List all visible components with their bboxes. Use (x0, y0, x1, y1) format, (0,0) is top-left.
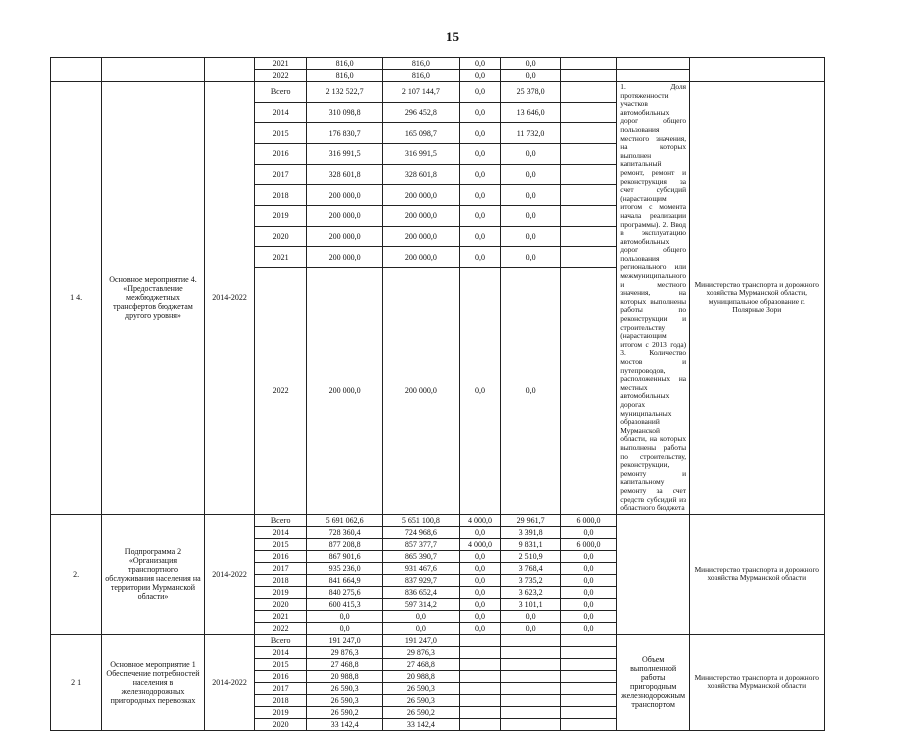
federal-cell: 0,0 (459, 598, 501, 610)
other-cell (560, 70, 616, 82)
total-cell: 935 236,0 (306, 562, 382, 574)
federal-cell: 0,0 (459, 58, 501, 70)
local-cell: 0,0 (501, 58, 560, 70)
other-cell (560, 247, 616, 268)
local-cell: 0,0 (501, 164, 560, 185)
regional-cell: 816,0 (383, 58, 459, 70)
local-cell: 25 378,0 (501, 82, 560, 103)
year-cell: 2017 (255, 562, 306, 574)
regional-cell: 33 142,4 (383, 718, 459, 730)
federal-cell: 0,0 (459, 586, 501, 598)
total-cell: 26 590,2 (306, 706, 382, 718)
total-cell: 200 000,0 (306, 268, 382, 515)
table-row (51, 58, 905, 70)
federal-cell: 0,0 (459, 574, 501, 586)
other-cell: 0,0 (560, 526, 616, 538)
federal-cell: 0,0 (459, 247, 501, 268)
year-cell: 2020 (255, 226, 306, 247)
regional-cell: 836 652,4 (383, 586, 459, 598)
regional-cell: 191 247,0 (383, 634, 459, 646)
regional-cell: 0,0 (383, 622, 459, 634)
federal-cell: 0,0 (459, 144, 501, 165)
local-cell: 13 646,0 (501, 102, 560, 123)
local-cell: 0,0 (501, 144, 560, 165)
table-body (51, 58, 905, 731)
local-cell: 3 391,8 (501, 526, 560, 538)
total-cell: 200 000,0 (306, 185, 382, 206)
year-cell: Всего (255, 82, 306, 103)
local-cell (501, 682, 560, 694)
federal-cell: 4 000,0 (459, 514, 501, 526)
total-cell: 316 991,5 (306, 144, 382, 165)
federal-cell: 0,0 (459, 562, 501, 574)
local-cell (501, 670, 560, 682)
year-cell: 2015 (255, 658, 306, 670)
name-cell: Подпрограмма 2 «Организация транспортного обслуживания населения на территории Мурманской области» (102, 514, 204, 634)
year-cell: 2016 (255, 550, 306, 562)
local-cell (501, 646, 560, 658)
federal-cell (459, 670, 501, 682)
federal-cell: 0,0 (459, 526, 501, 538)
other-cell (560, 634, 616, 646)
year-cell: 2014 (255, 102, 306, 123)
period-cell: 2014-2022 (204, 634, 255, 730)
name-cell: Основное мероприятие 1 Обеспечение потребностей населения в железнодорожных пригородных перевозках (102, 634, 204, 730)
indicator-cell: 1. Доля протяженности участков автомобильных дорог общего пользования местного значения, на которых выполнен капитальный ремонт, ремонт и реконструкция за счет субсидий (нарастающим итогом с момента начала реализации программы). 2. Ввод в эксплуатацию автомобильных дорог общего пользования регионального или межмуниципального и местного значения, на которых выполнены работы по реконструкции и строительству (нарастающим итогом с 2013 года) 3. Количество мостов и путепроводов, расположенных на местных автомобильных дорогах муниципальных образований Мурманской области, на которых выполнены работы по строительству, реконструкции, ремонту и капитальному ремонту за счет средств субсидий из областного бюджета (617, 82, 690, 515)
federal-cell: 0,0 (459, 550, 501, 562)
indicator-cell (617, 58, 690, 70)
federal-cell (459, 658, 501, 670)
regional-cell: 865 390,7 (383, 550, 459, 562)
federal-cell: 0,0 (459, 268, 501, 515)
regional-cell: 296 452,8 (383, 102, 459, 123)
table-row (51, 82, 905, 103)
other-cell (560, 58, 616, 70)
year-cell: 2021 (255, 610, 306, 622)
federal-cell (459, 718, 501, 730)
total-cell: 5 691 062,6 (306, 514, 382, 526)
local-cell: 0,0 (501, 70, 560, 82)
regional-cell: 837 929,7 (383, 574, 459, 586)
local-cell: 3 623,2 (501, 586, 560, 598)
year-cell: Всего (255, 634, 306, 646)
other-cell (560, 206, 616, 227)
other-cell: 0,0 (560, 574, 616, 586)
regional-cell: 328 601,8 (383, 164, 459, 185)
federal-cell (459, 646, 501, 658)
regional-cell: 26 590,3 (383, 682, 459, 694)
num-cell: 1 4. (51, 82, 102, 515)
year-cell: 2016 (255, 144, 306, 165)
other-cell: 6 000,0 (560, 538, 616, 550)
federal-cell (459, 682, 501, 694)
total-cell: 200 000,0 (306, 206, 382, 227)
other-cell: 0,0 (560, 622, 616, 634)
federal-cell: 0,0 (459, 70, 501, 82)
year-cell: 2017 (255, 164, 306, 185)
local-cell (501, 634, 560, 646)
regional-cell: 857 377,7 (383, 538, 459, 550)
federal-cell: 0,0 (459, 185, 501, 206)
year-cell: 2019 (255, 706, 306, 718)
regional-cell: 0,0 (383, 610, 459, 622)
other-cell (560, 164, 616, 185)
num-cell (51, 58, 102, 82)
federal-cell: 0,0 (459, 622, 501, 634)
local-cell: 0,0 (501, 622, 560, 634)
regional-cell: 200 000,0 (383, 268, 459, 515)
local-cell: 11 732,0 (501, 123, 560, 144)
year-cell: 2015 (255, 538, 306, 550)
executor-cell: Министерство транспорта и дорожного хозяйства Мурманской области (690, 634, 824, 730)
year-cell: 2020 (255, 598, 306, 610)
local-cell (501, 706, 560, 718)
other-cell (560, 226, 616, 247)
period-cell: 2014-2022 (204, 82, 255, 515)
total-cell: 200 000,0 (306, 247, 382, 268)
table-row (51, 514, 905, 526)
federal-cell: 0,0 (459, 82, 501, 103)
local-cell (501, 694, 560, 706)
total-cell: 27 468,8 (306, 658, 382, 670)
total-cell: 877 208,8 (306, 538, 382, 550)
regional-cell: 200 000,0 (383, 185, 459, 206)
year-cell: 2016 (255, 670, 306, 682)
name-cell: Основное мероприятие 4. «Предоставление межбюджетных трансфертов бюджетам другого уровня» (102, 82, 204, 515)
local-cell: 0,0 (501, 610, 560, 622)
year-cell: 2021 (255, 247, 306, 268)
local-cell: 3 735,2 (501, 574, 560, 586)
total-cell: 0,0 (306, 610, 382, 622)
federal-cell: 0,0 (459, 610, 501, 622)
year-cell: 2022 (255, 622, 306, 634)
year-cell: 2018 (255, 574, 306, 586)
regional-cell: 20 988,8 (383, 670, 459, 682)
regional-cell: 816,0 (383, 70, 459, 82)
regional-cell: 597 314,2 (383, 598, 459, 610)
total-cell: 816,0 (306, 70, 382, 82)
regional-cell: 2 107 144,7 (383, 82, 459, 103)
year-cell: Всего (255, 514, 306, 526)
total-cell: 840 275,6 (306, 586, 382, 598)
federal-cell: 4 000,0 (459, 538, 501, 550)
regional-cell: 724 968,6 (383, 526, 459, 538)
year-cell: 2020 (255, 718, 306, 730)
regional-cell: 316 991,5 (383, 144, 459, 165)
other-cell (560, 144, 616, 165)
regional-cell: 200 000,0 (383, 247, 459, 268)
year-cell: 2018 (255, 185, 306, 206)
other-cell: 0,0 (560, 550, 616, 562)
federal-cell (459, 634, 501, 646)
executor-cell: Министерство транспорта и дорожного хозяйства Мурманской области (690, 514, 824, 634)
period-cell: 2014-2022 (204, 514, 255, 634)
total-cell: 33 142,4 (306, 718, 382, 730)
federal-cell: 0,0 (459, 206, 501, 227)
regional-cell: 26 590,3 (383, 694, 459, 706)
local-cell: 2 510,9 (501, 550, 560, 562)
indicator-cell: Объем выполненной работы пригородным железнодорожным транспортом (617, 634, 690, 730)
regional-cell: 200 000,0 (383, 226, 459, 247)
other-cell (560, 123, 616, 144)
indicator-cell (617, 70, 690, 82)
federal-cell: 0,0 (459, 123, 501, 144)
other-cell: 0,0 (560, 562, 616, 574)
total-cell: 867 901,6 (306, 550, 382, 562)
total-cell: 29 876,3 (306, 646, 382, 658)
federal-cell (459, 706, 501, 718)
regional-cell: 5 651 100,8 (383, 514, 459, 526)
executor-cell: Министерство транспорта и дорожного хозяйства Мурманской области, муниципальное образование г. Полярные Зори (690, 82, 824, 515)
other-cell (560, 694, 616, 706)
indicator-cell (617, 514, 690, 634)
year-cell: 2018 (255, 694, 306, 706)
federal-cell (459, 694, 501, 706)
other-cell (560, 646, 616, 658)
local-cell: 0,0 (501, 268, 560, 515)
total-cell: 0,0 (306, 622, 382, 634)
other-cell (560, 670, 616, 682)
table-row (51, 634, 905, 646)
local-cell: 0,0 (501, 226, 560, 247)
total-cell: 328 601,8 (306, 164, 382, 185)
local-cell: 0,0 (501, 247, 560, 268)
other-cell (560, 185, 616, 206)
total-cell: 728 360,4 (306, 526, 382, 538)
other-cell (560, 82, 616, 103)
total-cell: 26 590,3 (306, 694, 382, 706)
year-cell: 2019 (255, 586, 306, 598)
year-cell: 2014 (255, 646, 306, 658)
federal-cell: 0,0 (459, 102, 501, 123)
total-cell: 600 415,3 (306, 598, 382, 610)
regional-cell: 27 468,8 (383, 658, 459, 670)
federal-cell: 0,0 (459, 226, 501, 247)
other-cell (560, 682, 616, 694)
program-table (50, 57, 905, 731)
regional-cell: 29 876,3 (383, 646, 459, 658)
other-cell: 0,0 (560, 610, 616, 622)
federal-cell: 0,0 (459, 164, 501, 185)
regional-cell: 200 000,0 (383, 206, 459, 227)
regional-cell: 26 590,2 (383, 706, 459, 718)
regional-cell: 165 098,7 (383, 123, 459, 144)
year-cell: 2017 (255, 682, 306, 694)
name-cell (102, 58, 204, 82)
total-cell: 191 247,0 (306, 634, 382, 646)
local-cell: 0,0 (501, 206, 560, 227)
other-cell (560, 658, 616, 670)
local-cell: 29 961,7 (501, 514, 560, 526)
total-cell: 2 132 522,7 (306, 82, 382, 103)
local-cell (501, 718, 560, 730)
other-cell (560, 718, 616, 730)
total-cell: 310 098,8 (306, 102, 382, 123)
total-cell: 26 590,3 (306, 682, 382, 694)
other-cell: 6 000,0 (560, 514, 616, 526)
other-cell (560, 706, 616, 718)
num-cell: 2. (51, 514, 102, 634)
local-cell: 3 101,1 (501, 598, 560, 610)
other-cell (560, 102, 616, 123)
executor-cell (690, 58, 824, 82)
year-cell: 2022 (255, 268, 306, 515)
total-cell: 816,0 (306, 58, 382, 70)
year-cell: 2014 (255, 526, 306, 538)
local-cell (501, 658, 560, 670)
total-cell: 841 664,9 (306, 574, 382, 586)
year-cell: 2022 (255, 70, 306, 82)
period-cell (204, 58, 255, 82)
total-cell: 200 000,0 (306, 226, 382, 247)
local-cell: 0,0 (501, 185, 560, 206)
total-cell: 20 988,8 (306, 670, 382, 682)
year-cell: 2019 (255, 206, 306, 227)
regional-cell: 931 467,6 (383, 562, 459, 574)
local-cell: 9 831,1 (501, 538, 560, 550)
total-cell: 176 830,7 (306, 123, 382, 144)
other-cell (560, 268, 616, 515)
year-cell: 2021 (255, 58, 306, 70)
page-number: 15 (446, 29, 459, 44)
num-cell: 2 1 (51, 634, 102, 730)
other-cell: 0,0 (560, 586, 616, 598)
local-cell: 3 768,4 (501, 562, 560, 574)
year-cell: 2015 (255, 123, 306, 144)
other-cell: 0,0 (560, 598, 616, 610)
